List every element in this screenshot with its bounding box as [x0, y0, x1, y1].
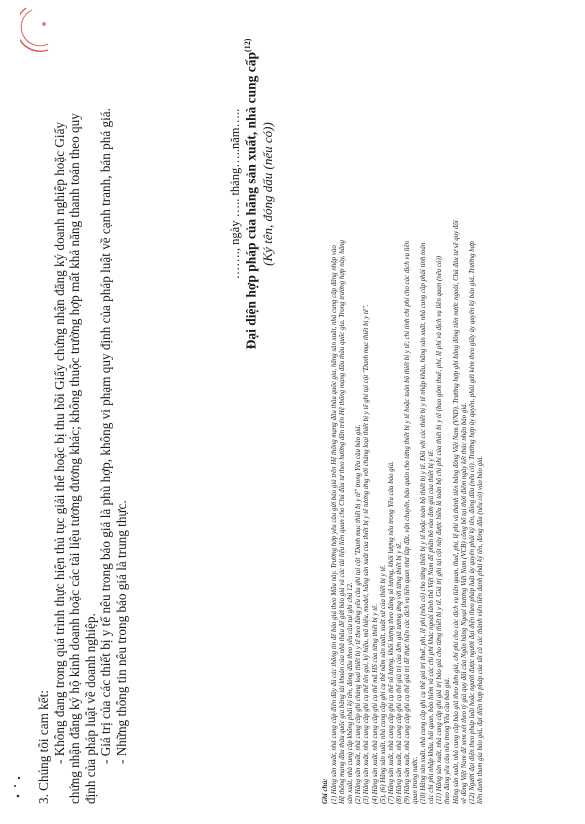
note-line: (5), (6) Hãng sản xuất, nhà cung cấp ghi cụ thể năm sản xuất, xuất xứ của thiết bị y tế. [379, 564, 387, 804]
signature-date: ……., ngày ….. tháng…..năm….. [228, 108, 242, 280]
note-line: quan trong nước. [412, 756, 420, 804]
note-line: (2) Hãng sản xuất, nhà cung cấp ghi chủng loại thiết bị y tế theo đúng yêu cầu ghi tại cột "Danh mục thiết bị y tế" trong Yêu cầu báo giá. [355, 424, 363, 804]
signature-title-text: Đại diện hợp pháp của hãng sản xuất, nhà cung cấp [243, 51, 259, 350]
note-line: (1) Hãng sản xuất, nhà cung cấp điền đầy đủ các thông tin để báo giá theo Mẫu này. Trường hợp yêu cầu gửi báo giá trên Hệ thống mạng đấu thầu quốc gia, hãng sản xuất, nhà cung cấp đăng nhập vào [331, 245, 339, 804]
note-line: (3) Hãng sản xuất, nhà cung cấp ghi cụ thể tên gọi, ký hiệu, mã hiệu, model, hãng sản xuất của thiết bị y tế tương ứng với chủng loại thiết bị y tế ghi tại cột "Danh mục thiết bị y tế". [363, 304, 371, 804]
note-line: (8) Hãng sản xuất, nhà cung cấp ghi cụ thể giá trị của đơn giá tương ứng với từng thiết bị y tế. [395, 542, 403, 804]
note-line: (7) Hãng sản xuất, nhà cung cấp ghi cụ thể số lượng, khối lượng theo đúng số lượng, khối lượng nêu trong Yêu cầu báo giá. [387, 461, 395, 804]
commitment-section [36, 34, 130, 804]
note-line: theo đúng yêu cầu nêu trong Yêu cầu báo giá. [444, 677, 452, 804]
commitment-p1-line1: - Không đang trong quá trình thực hiện thủ tục giải thể hoặc bị thu hồi Giấy chứng nhận đăng ký doanh nghiệp hoặc Giấy [51, 121, 67, 764]
signature-title [243, 34, 260, 354]
note-line: về đồng Việt Nam để xem xét theo tỷ giá quy đổi của Ngân hàng Ngoại thương Việt Nam (VCB) công bố tại thời điểm ngày kết thúc nhận báo giá. [460, 402, 468, 804]
signature-title-note: (12) [243, 38, 252, 52]
note-line: (11) Hãng sản xuất, nhà cung cấp ghi giá trị báo giá cho từng thiết bị y tế. Giá trị ghi tại cột này được hiểu là toàn bộ chi phí của thiết bị y tế (bao gồm thuế, phí, lệ phí và dịch vụ liên quan (nếu có)) [436, 255, 444, 804]
signature-subtitle: (Ký tên, đóng dấu (nếu có)) [260, 122, 275, 266]
commitment-p1-line3: định của pháp luật về doanh nghiệp. [82, 613, 98, 804]
scan-dots [10, 770, 24, 800]
note-line: (9) Hãng sản xuất, nhà cung cấp ghi cụ thể giá trị để thực hiện các dịch vụ liên quan như lắp đặt, vận chuyển, bảo quản cho từng thiết bị y tế hoặc toàn bộ thiết bị y tế; chi tính chi phí cho các dịch vụ liên [403, 241, 411, 804]
note-line: (12) Người đại diện theo pháp luật hoặc người được người đại diện theo pháp luật ủy quyền phải ký tên, đóng dấu (nếu có). Trường hợp ủy quyền, phải gửi kèm theo giấy ủy quyền ký báo giá. Trường hợp [468, 241, 476, 804]
note-line: Hệ thống mạng đấu thầu quốc gia bằng tài khoản của nhà thầu để gửi báo giá và các tài liệu liên quan cho Chủ đầu tư theo hướng dẫn trên Hệ thống mạng đấu thầu quốc gia. Trong trường hợp này, hãng [339, 239, 347, 804]
notes-title: Ghi chú: [322, 778, 329, 804]
notes-section [322, 24, 485, 804]
commitment-p3: - Những thông tin nêu trong báo giá là trung thực. [113, 500, 129, 764]
note-line: các chi phí nhập khẩu, hải quan, bảo hiểm và các chi phí khác ngoài lãnh thổ Việt Nam để phân bổ vào đơn giá của thiết bị y tế. [428, 449, 436, 804]
commitment-p1-line2: chứng nhận đăng ký hộ kinh doanh hoặc các tài liệu tương đương khác; không thuộc trường hợp mất khả năng thanh toán theo quy [67, 113, 83, 804]
note-line: (10) Hãng sản xuất, nhà cung cấp ghi cụ thể giá trị thuế, phí, lệ phí (nếu có) cho từng thiết bị y tế hoặc toàn bộ thiết bị y tế. Đối với các thiết bị y tế nhập khẩu, hãng sản xuất, nhà cung cấp phải tính toán [420, 242, 428, 804]
note-line: Hãng sản xuất, nhà cung cấp báo giá theo đơn giá, chi phí cho các dịch vụ liên quan, thuế, phí, lệ phí và thành tiền bằng đồng Việt Nam (VND). Trường hợp ghi bằng đồng tiền nước ngoài, Chủ đầu tư sẽ quy đổi [452, 220, 460, 804]
note-line: (4) Hãng sản xuất, nhà cung cấp ghi cụ thể mã HS của từng thiết bị y tế. [371, 604, 379, 804]
commitment-p2: - Giá trị của các thiết bị y tế nêu trong báo giá là phù hợp, không vi phạm quy định của pháp luật về cạnh tranh, bán phá giá. [98, 108, 114, 764]
note-line: liên danh tham gia báo giá, đại diện hợp pháp của tất cả các thành viên liên danh phải ký tên, đóng dấu (nếu có) vào báo giá. [476, 455, 484, 804]
note-line: sản xuất, nhà cung cấp không phải ký tên, đóng dấu theo yêu cầu tại ghi chú 12. [347, 582, 355, 804]
partial-stamp-icon [20, 4, 50, 54]
commitment-heading: 3. Chúng tôi cam kết: [36, 690, 51, 804]
